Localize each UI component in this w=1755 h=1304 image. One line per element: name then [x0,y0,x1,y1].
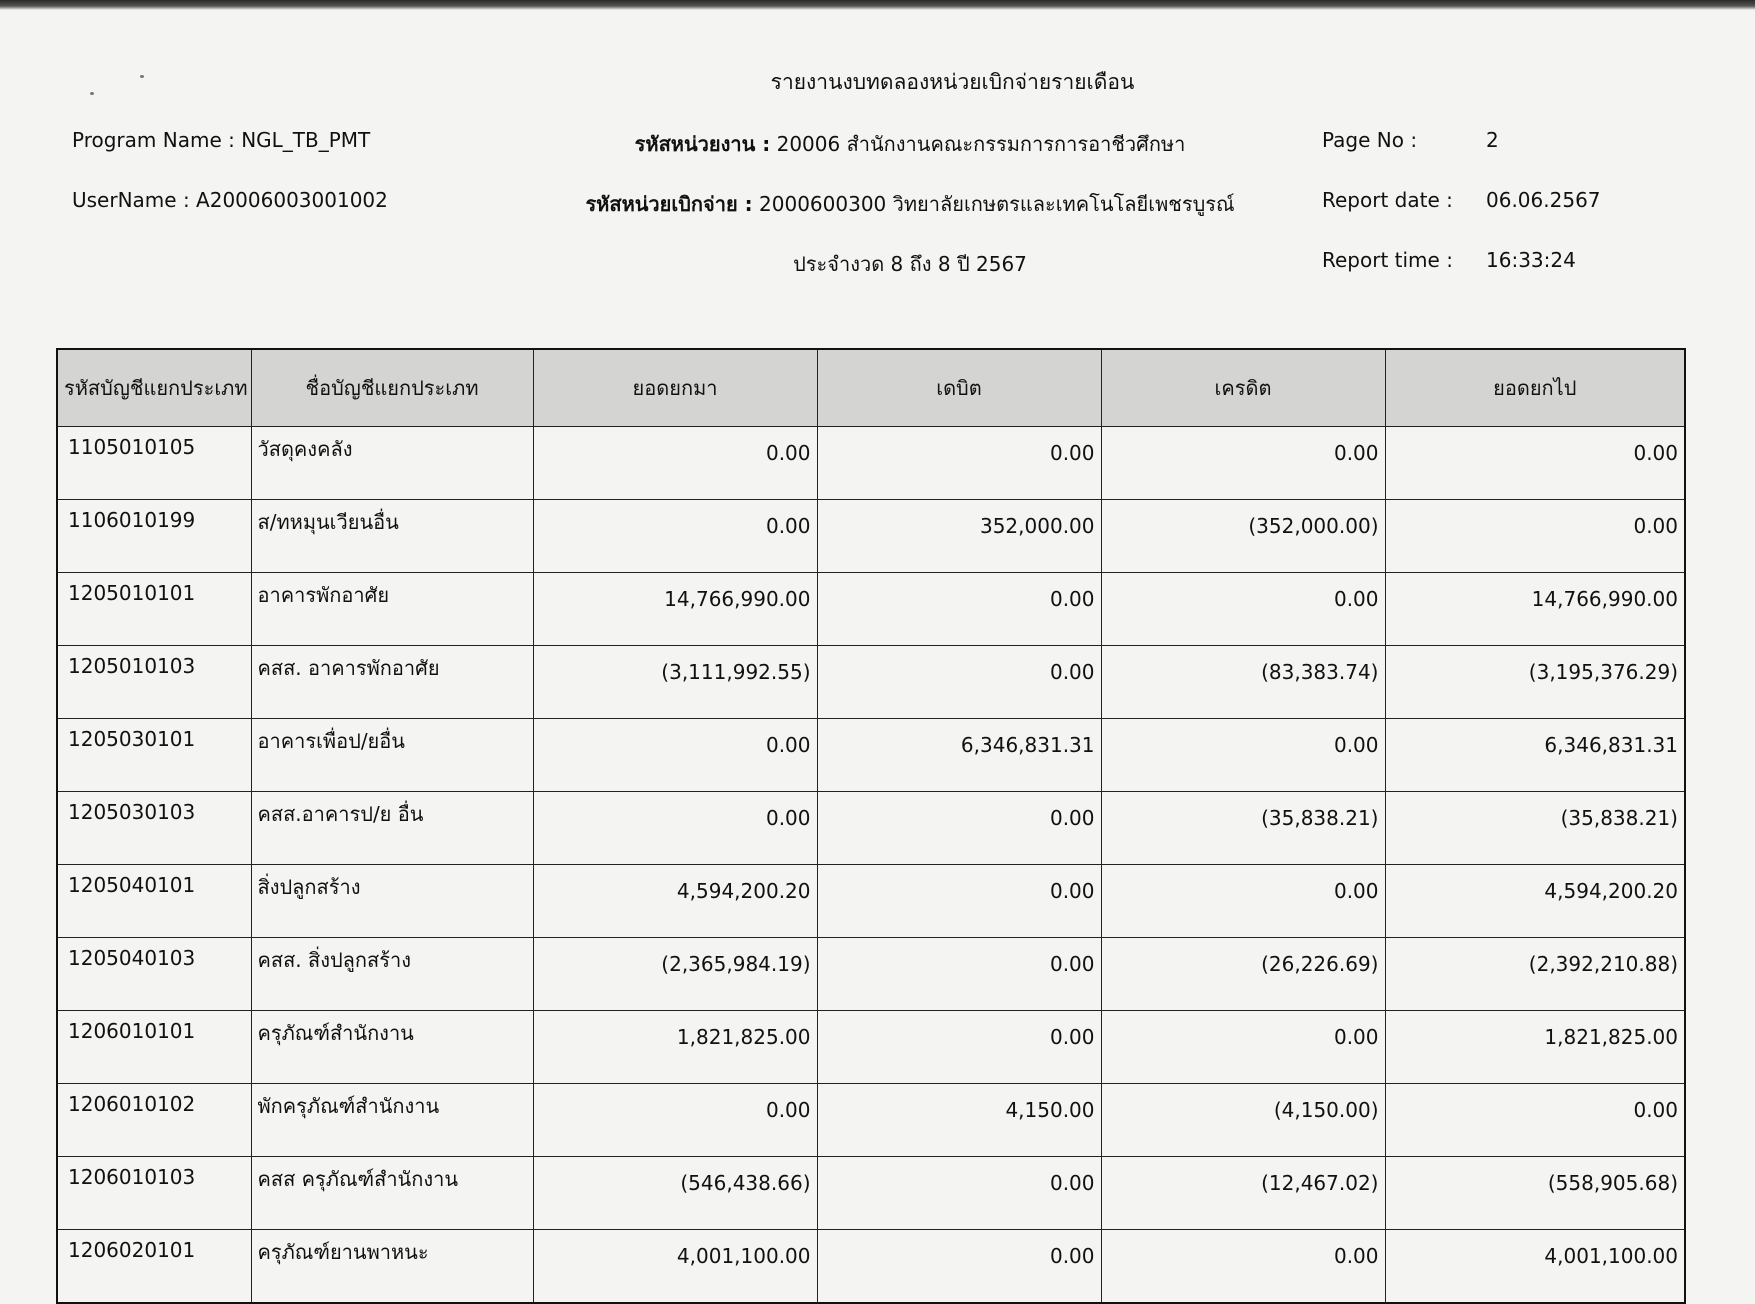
brought-forward: (2,365,984.19) [533,938,817,1011]
account-name: คสส.อาคารป/ย อื่น [251,792,533,865]
debit: 0.00 [817,573,1101,646]
credit: 0.00 [1101,1230,1385,1304]
username-label: UserName : [72,188,190,212]
disbursement-unit-label: รหัสหน่วยเบิกจ่าย : [585,192,753,216]
brought-forward: 1,821,825.00 [533,1011,817,1084]
program-name-value: NGL_TB_PMT [241,128,371,152]
table-row [57,792,1685,865]
table-row [57,1230,1685,1304]
account-code: 1205040101 [57,865,251,938]
brought-forward: 0.00 [533,427,817,500]
carried-forward: 4,594,200.20 [1385,865,1685,938]
debit: 0.00 [817,1157,1101,1230]
trial-balance-table [56,348,1686,1304]
debit: 0.00 [817,427,1101,500]
debit: 0.00 [817,646,1101,719]
account-code: 1205030103 [57,792,251,865]
report-time-label: Report time : [1322,248,1453,272]
carried-forward: 4,001,100.00 [1385,1230,1685,1304]
account-name: พักครุภัณฑ์สำนักงาน [251,1084,533,1157]
credit: 0.00 [1101,865,1385,938]
carried-forward: (2,392,210.88) [1385,938,1685,1011]
credit: (35,838.21) [1101,792,1385,865]
table-row [57,1157,1685,1230]
account-code: 1205030101 [57,719,251,792]
account-name: ครุภัณฑ์ยานพาหนะ [251,1230,533,1304]
debit: 0.00 [817,938,1101,1011]
page-no-label: Page No : [1322,128,1418,152]
debit: 0.00 [817,1230,1101,1304]
carried-forward: 6,346,831.31 [1385,719,1685,792]
account-name: อาคารเพื่อป/ยอื่น [251,719,533,792]
account-code: 1206020101 [57,1230,251,1304]
account-name: คสส. สิ่งปลูกสร้าง [251,938,533,1011]
carried-forward: 1,821,825.00 [1385,1011,1685,1084]
carried-forward: 14,766,990.00 [1385,573,1685,646]
brought-forward: 0.00 [533,1084,817,1157]
report-time-value: 16:33:24 [1486,248,1576,272]
debit: 0.00 [817,792,1101,865]
debit: 4,150.00 [817,1084,1101,1157]
brought-forward: 4,001,100.00 [533,1230,817,1304]
credit: 0.00 [1101,1011,1385,1084]
table-row [57,1084,1685,1157]
username [72,188,388,212]
carried-forward: 0.00 [1385,427,1685,500]
credit: 0.00 [1101,573,1385,646]
account-code: 1206010101 [57,1011,251,1084]
brought-forward: 14,766,990.00 [533,573,817,646]
table-row [57,1011,1685,1084]
col-header-debit: เดบิต [817,349,1101,427]
account-code: 1205040103 [57,938,251,1011]
program-name-label: Program Name : [72,128,235,152]
debit: 0.00 [817,1011,1101,1084]
credit: (4,150.00) [1101,1084,1385,1157]
table-row [57,865,1685,938]
agency-line [460,128,1360,160]
table-row [57,646,1685,719]
table-row [57,719,1685,792]
table-row [57,500,1685,573]
table-header-row [57,349,1685,427]
program-name [72,128,370,152]
disbursement-unit-line [460,188,1360,220]
brought-forward: 0.00 [533,500,817,573]
credit: (12,467.02) [1101,1157,1385,1230]
period-line: ประจำงวด 8 ถึง 8 ปี 2567 [793,252,1027,276]
account-name: สิ่งปลูกสร้าง [251,865,533,938]
account-code: 1205010103 [57,646,251,719]
credit: 0.00 [1101,719,1385,792]
credit: (26,226.69) [1101,938,1385,1011]
col-header-account-name: ชื่อบัญชีแยกประเภท [251,349,533,427]
account-code: 1105010105 [57,427,251,500]
carried-forward: 0.00 [1385,1084,1685,1157]
brought-forward: (3,111,992.55) [533,646,817,719]
carried-forward: 0.00 [1385,500,1685,573]
account-code: 1206010103 [57,1157,251,1230]
account-code: 1206010102 [57,1084,251,1157]
credit: (352,000.00) [1101,500,1385,573]
debit: 352,000.00 [817,500,1101,573]
credit: (83,383.74) [1101,646,1385,719]
account-code: 1205010101 [57,573,251,646]
col-header-brought-forward: ยอดยกมา [533,349,817,427]
col-header-account-code: รหัสบัญชีแยกประเภท [57,349,251,427]
report-title: รายงานงบทดลองหน่วยเบิกจ่ายรายเดือน [770,70,1135,94]
brought-forward: 4,594,200.20 [533,865,817,938]
account-name: คสส ครุภัณฑ์สำนักงาน [251,1157,533,1230]
disbursement-unit-value: 2000600300 วิทยาลัยเกษตรและเทคโนโลยีเพชรบูรณ์ [759,192,1235,216]
report-date-label: Report date : [1322,188,1453,212]
debit: 6,346,831.31 [817,719,1101,792]
account-name: คสส. อาคารพักอาศัย [251,646,533,719]
carried-forward: (35,838.21) [1385,792,1685,865]
table-row [57,573,1685,646]
col-header-credit: เครดิต [1101,349,1385,427]
account-name: ครุภัณฑ์สำนักงาน [251,1011,533,1084]
agency-label: รหัสหน่วยงาน : [634,132,771,156]
brought-forward: 0.00 [533,792,817,865]
table-row [57,938,1685,1011]
report-date-value: 06.06.2567 [1486,188,1601,212]
debit: 0.00 [817,865,1101,938]
brought-forward: (546,438.66) [533,1157,817,1230]
account-name: อาคารพักอาศัย [251,573,533,646]
table-row [57,427,1685,500]
username-value: A20006003001002 [196,188,388,212]
agency-value: 20006 สำนักงานคณะกรรมการการอาชีวศึกษา [776,132,1186,156]
carried-forward: (3,195,376.29) [1385,646,1685,719]
account-code: 1106010199 [57,500,251,573]
brought-forward: 0.00 [533,719,817,792]
credit: 0.00 [1101,427,1385,500]
scan-top-edge [0,0,1755,10]
carried-forward: (558,905.68) [1385,1157,1685,1230]
account-name: ส/ทหมุนเวียนอื่น [251,500,533,573]
col-header-carried-forward: ยอดยกไป [1385,349,1685,427]
page-no-value: 2 [1486,128,1499,152]
account-name: วัสดุคงคลัง [251,427,533,500]
